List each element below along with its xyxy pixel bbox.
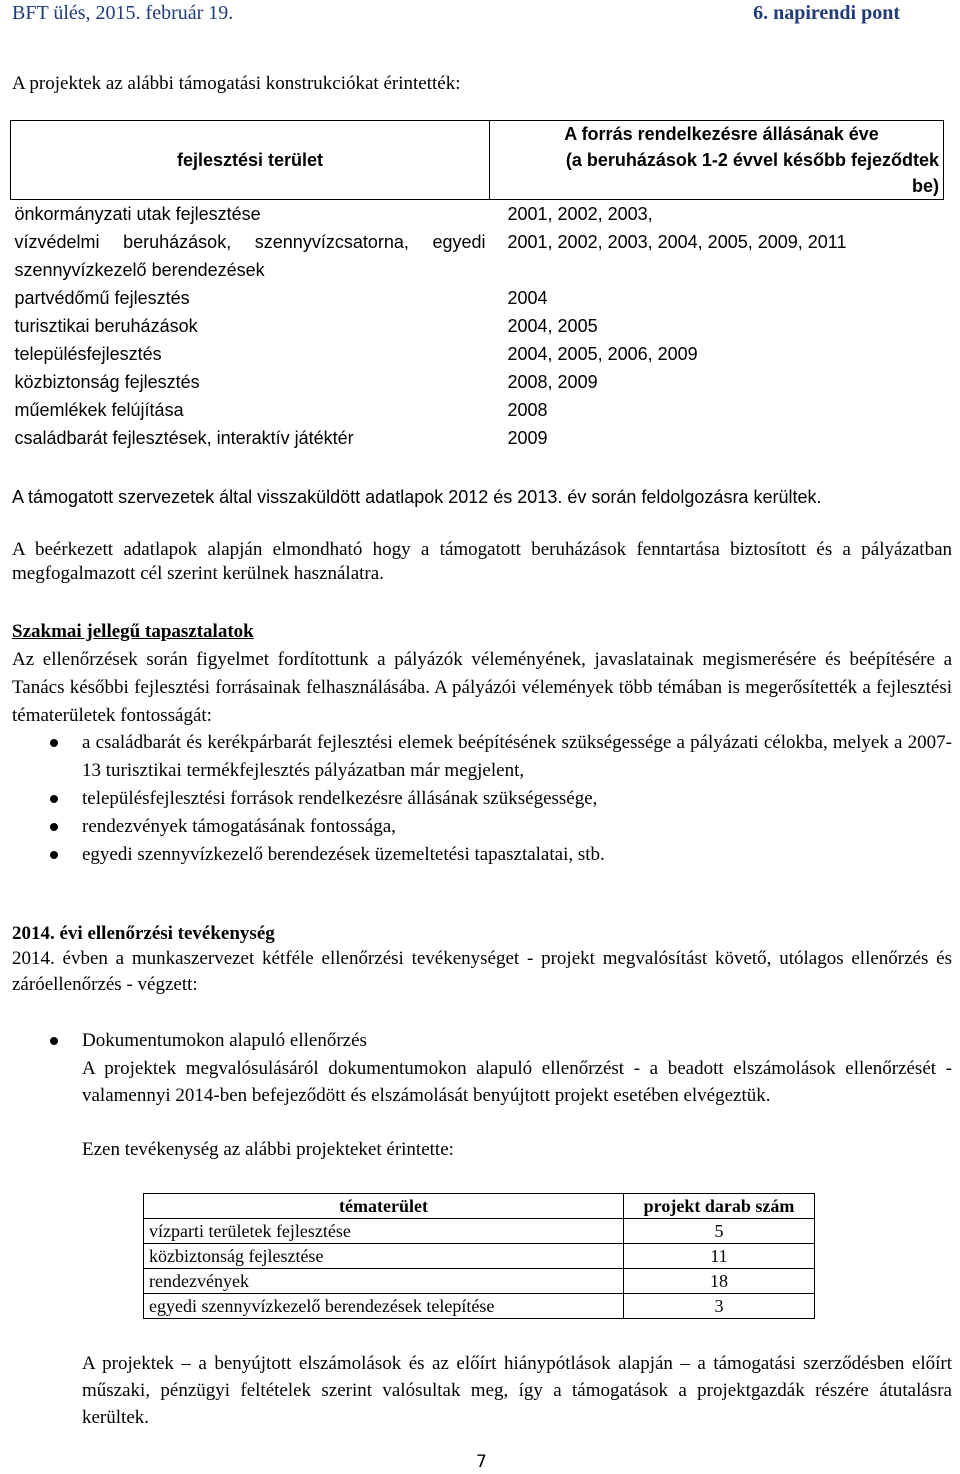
header-date: BFT ülés, 2015. február 19. — [12, 2, 234, 24]
cell-area: turisztikai beruházások — [14, 316, 198, 336]
support-constructions-table — [10, 120, 944, 452]
bullet-icon — [50, 1037, 58, 1045]
bullet-icon — [50, 795, 58, 803]
bullet-icon — [50, 823, 58, 831]
table2-intro: Ezen tevékenység az alábbi projekteket érintette: — [82, 1139, 454, 1160]
cell-area: önkormányzati utak fejlesztése — [14, 204, 261, 224]
cell-years: 2004 — [507, 288, 548, 308]
table-row — [11, 396, 944, 424]
table-row — [11, 312, 944, 340]
paragraph-2014-control: 2014. évben a munkaszervezet kétféle ellenőrzési tevékenységet - projekt megvalósítást követő, utólagos ellenőrzés és záróellenőrzés - végzett: — [12, 948, 952, 995]
list-item-text: egyedi szennyvízkezelő berendezések üzemeltetési tapasztalatai, stb. — [82, 844, 605, 865]
table-row — [11, 228, 944, 284]
list-item-text: rendezvények támogatásának fontossága, — [82, 816, 396, 837]
table-row — [11, 200, 944, 229]
list-item-text: Dokumentumokon alapuló ellenőrzés — [82, 1030, 367, 1051]
table-row — [144, 1294, 815, 1319]
paragraph-forms-processed: A támogatott szervezetek által visszaküldött adatlapok 2012 és 2013. év során feldolgozásra kerültek. — [12, 487, 822, 507]
col-header-line-2: (a beruházások 1-2 évvel később fejeződtek — [565, 150, 939, 170]
bullet-icon — [50, 739, 58, 747]
affected-projects-table — [143, 1193, 815, 1319]
intro-text: A projektek az alábbi támogatási konstrukciókat érintették: — [12, 73, 461, 94]
list-item-text: a családbarát és kerékpárbarát fejlesztési elemek beépítésének szükségessége a pályázati célokba, melyek a 2007-13 turisztikai termékfejlesztés pályázatban már megjelent, — [82, 732, 952, 781]
list-item — [12, 785, 952, 813]
table-row — [144, 1244, 815, 1269]
cell-years: 2009 — [507, 428, 548, 448]
list-item — [12, 1027, 952, 1055]
table-header-row — [144, 1194, 815, 1219]
header-agenda-item: 6. napirendi pont — [753, 2, 900, 24]
cell-area: műemlékek felújítása — [14, 400, 184, 420]
table-row — [11, 368, 944, 396]
paragraph-maintenance: A beérkezett adatlapok alapján elmondható hogy a támogatott beruházások fenntartása biztosított és a pályázatban megfogalmazott cél szerint kerülnek használatra. — [12, 539, 952, 584]
cell-years: 2004, 2005 — [507, 316, 598, 336]
table-row — [11, 424, 944, 452]
col-header-line-1: A forrás rendelkezésre állásának éve — [564, 124, 879, 144]
table-row — [144, 1269, 815, 1294]
cell-area — [11, 228, 490, 284]
bullet-icon — [50, 851, 58, 859]
paragraph-document-based-control: A projektek megvalósulásáról dokumentumokon alapuló ellenőrzést - a beadott elszámolások ellenőrzését - valamennyi 2014-ben befejeződött és elszámolását benyújtott projekt esetében elvégeztük. — [82, 1058, 952, 1106]
cell-area: településfejlesztés — [14, 344, 162, 364]
table-row — [11, 340, 944, 368]
cell-topic: vízparti területek fejlesztése — [144, 1219, 624, 1244]
cell-years: 2004, 2005, 2006, 2009 — [507, 344, 698, 364]
cell-area: családbarát fejlesztések, interaktív játéktér — [14, 428, 354, 448]
list-item — [12, 729, 952, 785]
cell-area: partvédőmű fejlesztés — [14, 288, 190, 308]
list-item — [12, 813, 952, 841]
cell-topic: rendezvények — [144, 1269, 624, 1294]
section-title-2014-control: 2014. évi ellenőrzési tevékenység — [12, 923, 275, 944]
table-row — [11, 284, 944, 312]
list-item-text: településfejlesztési források rendelkezésre állásának szükségessége, — [82, 788, 598, 809]
col-header-years — [490, 121, 944, 200]
list-item — [12, 841, 952, 869]
page-number: 7 — [476, 1452, 487, 1472]
cell-topic: egyedi szennyvízkezelő berendezések telepítése — [144, 1294, 624, 1319]
table-row — [144, 1219, 815, 1244]
cell-years: 2001, 2002, 2003, 2004, 2005, 2009, 2011 — [507, 232, 847, 252]
col-header-count: projekt darab szám — [624, 1194, 815, 1219]
cell-area: közbiztonság fejlesztés — [14, 372, 200, 392]
experience-bullet-list — [12, 729, 952, 869]
cell-area-text: vízvédelmi beruházások, szennyvízcsatorna, egyedi szennyvízkezelő berendezések — [14, 232, 486, 280]
cell-count: 3 — [624, 1294, 815, 1319]
control-bullet-list — [12, 1027, 952, 1055]
cell-years: 2008, 2009 — [507, 372, 598, 392]
paragraph-professional-experience: Az ellenőrzések során figyelmet fordítottunk a pályázók véleményének, javaslatainak megismerésére és beépítésére a Tanács későbbi fejlesztési forrásainak felhasználásába. A pályázói vélemények több témában is megerősítették a fejlesztési tématerületek fontosságát: — [12, 649, 952, 726]
cell-count: 5 — [624, 1219, 815, 1244]
cell-years: 2001, 2002, 2003, — [507, 204, 653, 224]
col-header-topic: tématerület — [144, 1194, 624, 1219]
col-header-area: fejlesztési terület — [11, 121, 490, 200]
cell-years: 2008 — [507, 400, 548, 420]
paragraph-closing: A projektek – a benyújtott elszámolások és az előírt hiánypótlások alapján – a támogatási szerződésben előírt műszaki, pénzügyi feltételek szerint valósultak meg, így a támogatások a projektgazdák részére átutalásra kerültek. — [82, 1353, 952, 1428]
cell-count: 18 — [624, 1269, 815, 1294]
table-header-row — [11, 121, 944, 200]
cell-topic: közbiztonság fejlesztése — [144, 1244, 624, 1269]
cell-count: 11 — [624, 1244, 815, 1269]
col-header-line-3: be) — [912, 176, 939, 196]
section-title-professional-experience: Szakmai jellegű tapasztalatok — [12, 621, 254, 642]
